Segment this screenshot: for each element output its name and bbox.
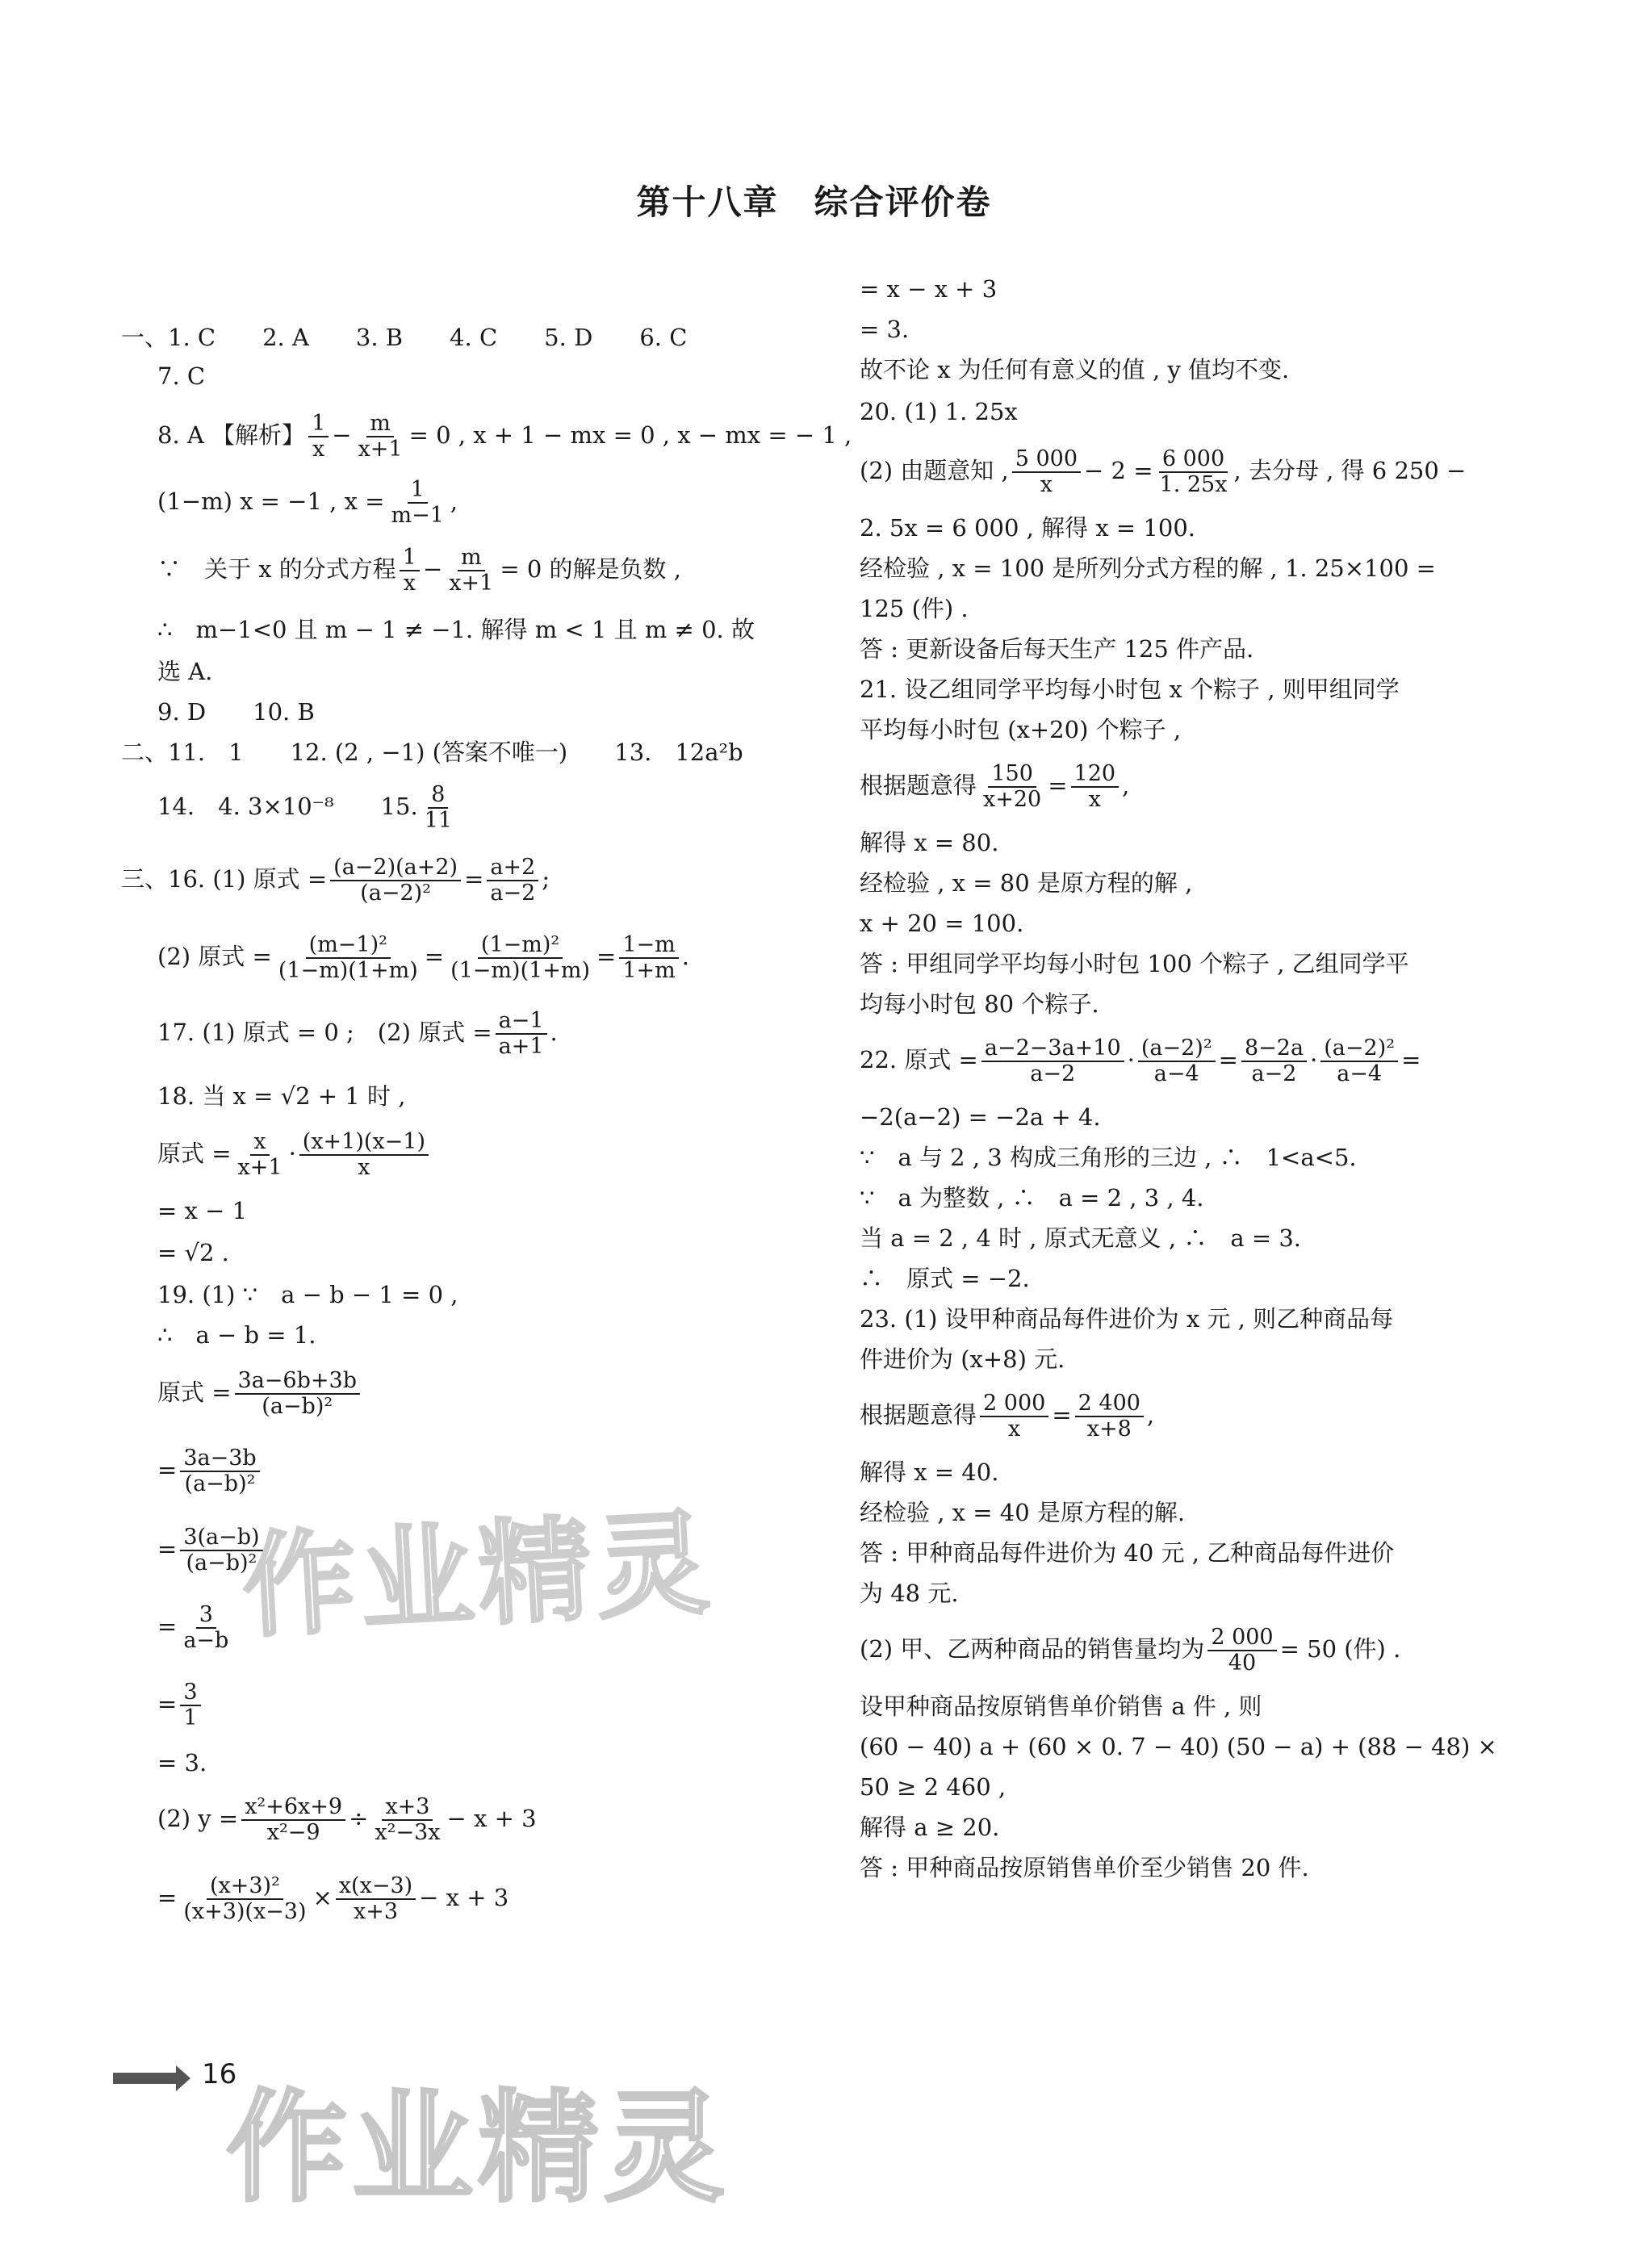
page-number: 16 xyxy=(202,2058,237,2090)
answer-line: 经检验 , x = 80 是原方程的解 , xyxy=(860,869,1193,897)
answer-line: (1−m) x = −1 , x = $\frac{1}{m-1}$ , xyxy=(157,477,458,528)
answer-line: 50 ≥ 2 460 , xyxy=(860,1773,1007,1801)
answer-line: (2) 由题意知 , $\frac{5 000}{x}$ − 2 = $\frac{6 000}{1. 25x}$ , 去分母 , 得 6 250 − xyxy=(860,446,1467,497)
answer-line: 9. D 10. B xyxy=(157,698,315,726)
watermark: 作业精灵 xyxy=(239,1497,718,1655)
answer-line: 原式 = $\frac{3a-6b+3b}{\text{(a−b)²}}$ xyxy=(157,1369,363,1419)
answer-line: = 3. xyxy=(157,1749,207,1776)
answer-line: = $\frac{\text{(x+3)²}}{(x+3)(x-3)}$ × $\frac{x(x-3)}{x+3}$ − x + 3 xyxy=(157,1873,509,1924)
answer-line: (2) y = $\frac{\text{x²+6x+9}}{\text{x²−9}}$ ÷ $\frac{x+3}{\text{x²−3x}}$ − x + 3 xyxy=(157,1794,537,1845)
answer-line: 答 : 甲种商品每件进价为 40 元 , 乙种商品每件进价 xyxy=(860,1539,1395,1567)
chapter-title: 第十八章 综合评价卷 xyxy=(636,182,992,222)
answer-line: ∵ a 为整数 , ∴ a = 2 , 3 , 4. xyxy=(860,1184,1204,1211)
answer-line: 均每小时包 80 个粽子. xyxy=(860,990,1099,1018)
answer-line: 经检验 , x = 40 是原方程的解. xyxy=(860,1499,1186,1526)
answer-line: 答 : 更新设备后每天生产 125 件产品. xyxy=(860,635,1254,663)
answer-line: = x − 1 xyxy=(157,1197,248,1224)
answer-line: 23. (1) 设甲种商品每件进价为 x 元 , 则乙种商品每 xyxy=(860,1305,1394,1333)
answer-line: 故不论 x 为任何有意义的值 , y 值均不变. xyxy=(860,356,1290,383)
answer-line: 根据题意得 $\frac{2 000}{x}$ = $\frac{2 400}{x+8}$ , xyxy=(860,1391,1155,1442)
watermark: 作业精灵 xyxy=(226,2078,730,2219)
answer-line: (2) 甲、乙两种商品的销售量均为 $\frac{2 000}{40}$ = 50 (件) . xyxy=(860,1625,1401,1676)
answer-line: 经检验 , x = 100 是所列分式方程的解 , 1. 25×100 = xyxy=(860,554,1436,582)
answer-line: 7. C xyxy=(157,362,206,390)
answer-line: = $\frac{3}{a-b}$ xyxy=(157,1602,229,1653)
answer-line: ∴ 原式 = −2. xyxy=(860,1265,1030,1292)
answer-line: 21. 设乙组同学平均每小时包 x 个粽子 , 则甲组同学 xyxy=(860,676,1400,703)
answer-line: 原式 = $\frac{x}{x+1}$ · $\frac{(x+1)(x-1)}{x}$ xyxy=(157,1130,432,1180)
answer-line: (2) 原式 = $\frac{\text{(m−1)²}}{(1-m)(1+m)}$ = $\frac{\text{(1−m)²}}{(1-m)(1+m)}$ = $\frac{1-m}{1+m}$ . xyxy=(157,932,689,983)
answer-line: 答 : 甲种商品按原销售单价至少销售 20 件. xyxy=(860,1854,1309,1881)
answer-line: 件进价为 (x+8) 元. xyxy=(860,1345,1065,1373)
answer-line: ∴ a − b = 1. xyxy=(157,1321,316,1349)
answer-line: = x − x + 3 xyxy=(860,275,998,303)
answer-line: 17. (1) 原式 = 0 ; (2) 原式 = $\frac{a-1}{a+1}$ . xyxy=(157,1008,558,1059)
answer-line: 答 : 甲组同学平均每小时包 100 个粽子 , 乙组同学平 xyxy=(860,950,1409,977)
answer-line: ∴ m−1<0 且 m − 1 ≠ −1. 解得 m < 1 且 m ≠ 0. 故 xyxy=(157,616,755,643)
answer-line: 选 A. xyxy=(157,658,213,685)
answer-line: 平均每小时包 (x+20) 个粽子 , xyxy=(860,716,1182,743)
answer-line: 二、11. 1 12. (2 , −1) (答案不唯一) 13. 12a²b xyxy=(121,739,743,766)
answer-line: 20. (1) 1. 25x xyxy=(860,398,1018,425)
answer-line: 解得 x = 40. xyxy=(860,1458,999,1486)
answer-line: = $\frac{3a-3b}{\text{(a−b)²}}$ xyxy=(157,1446,263,1496)
answer-line: 22. 原式 = $\frac{a-2-3a+10}{a-2}$ · $\frac{\text{(a−2)²}}{a-4}$ = $\frac{8-2a}{a-2}$ · $\frac{\text{(a−2)²}}{a-4}$ = xyxy=(860,1036,1421,1086)
answer-line: ∵ a 与 2 , 3 构成三角形的三边 , ∴ 1<a<5. xyxy=(860,1144,1357,1171)
answer-line: 18. 当 x = √2 + 1 时 , xyxy=(157,1082,406,1110)
answer-line: 2. 5x = 6 000 , 解得 x = 100. xyxy=(860,514,1195,542)
arrow-icon xyxy=(113,2073,178,2084)
answer-line: 为 48 元. xyxy=(860,1580,959,1607)
answer-line: 125 (件) . xyxy=(860,595,969,622)
answer-line: 14. 4. 3×10⁻⁸ 15. $\frac{8}{11}$ xyxy=(157,782,453,833)
answer-line: = $\frac{3}{1}$ xyxy=(157,1680,204,1730)
answer-line: ∵ 关于 x 的分式方程 $\frac{1}{x}$ − $\frac{m}{x+1}$ = 0 的解是负数 , xyxy=(157,545,681,596)
answer-line: = $\frac{3(a-b)}{\text{(a−b)²}}$ xyxy=(157,1525,266,1575)
answer-line: x + 20 = 100. xyxy=(860,910,1024,937)
answer-line: 设甲种商品按原销售单价销售 a 件 , 则 xyxy=(860,1693,1262,1720)
answer-line: −2(a−2) = −2a + 4. xyxy=(860,1103,1101,1131)
answer-line: 19. (1) ∵ a − b − 1 = 0 , xyxy=(157,1281,458,1308)
answer-line: 8. A 【解析】 $\frac{1}{x}$ − $\frac{m}{x+1}$ = 0 , x + 1 − mx = 0 , x − mx = − 1 , xyxy=(157,411,852,462)
answer-line: 三、16. (1) 原式 = $\frac{(a-2)(a+2)}{\text{(a−2)²}}$ = $\frac{a+2}{a-2}$ ; xyxy=(121,855,550,906)
answer-line: 解得 a ≥ 20. xyxy=(860,1814,1000,1841)
answer-line: 一、1. C 2. A 3. B 4. C 5. D 6. C xyxy=(121,324,688,351)
answer-line: = √2 . xyxy=(157,1239,229,1266)
answer-line: (60 − 40) a + (60 × 0. 7 − 40) (50 − a) + (88 − 48) × xyxy=(860,1733,1497,1760)
answer-line: 根据题意得 $\frac{150}{x+20}$ = $\frac{120}{x}$ , xyxy=(860,761,1130,812)
answer-line: 当 a = 2 , 4 时 , 原式无意义 , ∴ a = 3. xyxy=(860,1224,1302,1252)
answer-line: = 3. xyxy=(860,316,910,343)
answer-line: 解得 x = 80. xyxy=(860,829,999,856)
